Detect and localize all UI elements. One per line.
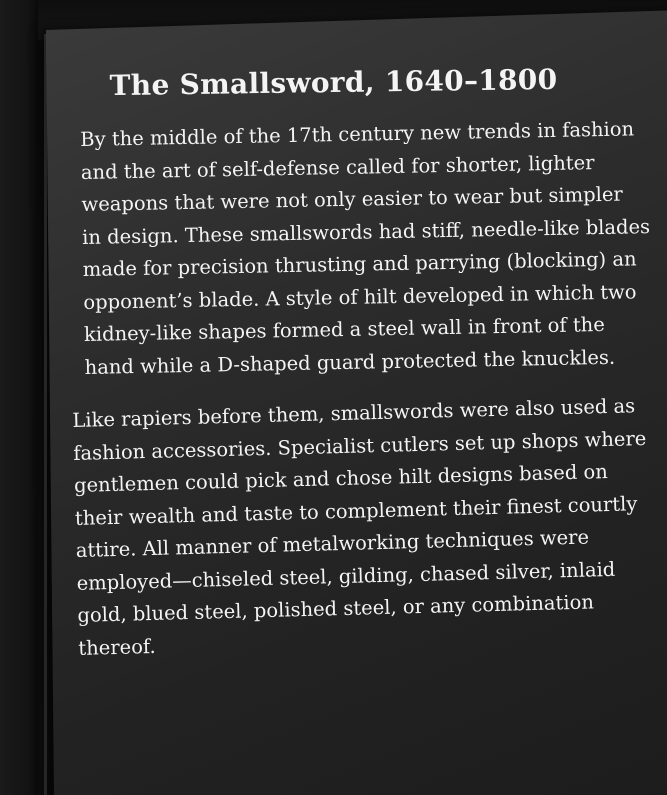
paragraph-line: made for precision thrusting and parrying (blocking) an <box>82 247 637 281</box>
paragraph-line: in design. These smallswords had stiff, needle-like blades <box>81 214 651 249</box>
paragraph-line: gentlemen could pick and chose hilt designs based on <box>73 460 609 497</box>
placard-paragraph-1 <box>80 113 653 384</box>
paragraph-line: and the art of self-defense called for shorter, lighter <box>80 150 595 184</box>
paragraph-line: their wealth and taste to complement their finest courtly <box>74 491 638 530</box>
paragraph-line: weapons that were not only easier to wear but simpler <box>81 182 623 216</box>
paragraph-line: By the middle of the 17th century new trends in fashion <box>80 117 635 151</box>
placard-paragraph-2 <box>72 390 652 665</box>
paragraph-line: gold, blued steel, polished steel, or any combination <box>77 590 595 627</box>
paragraph-line: thereof. <box>78 634 156 660</box>
paragraph-line: kidney-like shapes formed a steel wall in front of the <box>83 312 605 346</box>
placard-title: The Smallsword, 1640–1800 <box>109 62 558 103</box>
paragraph-line: attire. All manner of metalworking techniques were <box>75 525 590 562</box>
paragraph-line: Like rapiers before them, smallswords were also used as <box>72 394 636 432</box>
paragraph-line: hand while a D-shaped guard protected the knuckles. <box>84 345 616 379</box>
paragraph-line: opponent’s blade. A style of hilt developed in which two <box>83 279 637 314</box>
paragraph-line: fashion accessories. Specialist cutlers set up shops where <box>72 426 647 465</box>
paragraph-line: employed—chiseled steel, gilding, chased silver, inlaid <box>76 557 616 595</box>
